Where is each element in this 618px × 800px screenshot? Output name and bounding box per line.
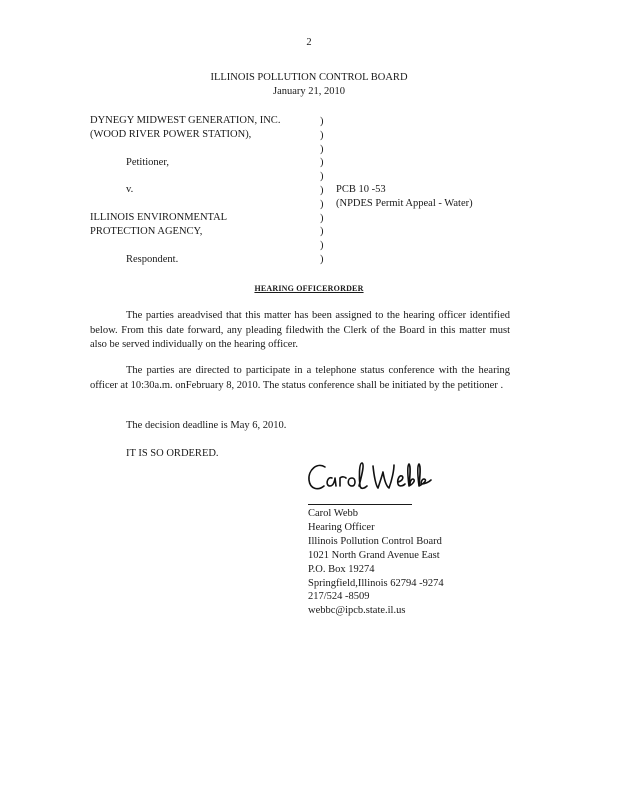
- handwritten-signature: [305, 458, 435, 502]
- order-title: HEARING OFFICERORDER: [254, 284, 364, 293]
- paren: ): [320, 226, 324, 238]
- signer-title: Hearing Officer: [308, 521, 375, 533]
- paren: ): [320, 129, 324, 141]
- petitioner-name-line1: DYNEGY MIDWEST GENERATION, INC.: [90, 115, 281, 126]
- signer-email: webbc@ipcb.state.il.us: [308, 605, 406, 617]
- paren: ): [320, 198, 324, 210]
- case-type: (NPDES Permit Appeal - Water): [336, 198, 473, 209]
- caption-parentheses: [320, 115, 324, 267]
- case-number: PCB 10 -53: [336, 184, 386, 195]
- respondent-name-line1: ILLINOIS ENVIRONMENTAL: [90, 212, 228, 223]
- paren: ): [320, 171, 324, 183]
- paren: ): [320, 184, 324, 196]
- paragraph-so-ordered: IT IS SO ORDERED.: [126, 448, 219, 459]
- paren: ): [320, 157, 324, 169]
- versus-label: v.: [126, 184, 134, 195]
- paren: ): [320, 116, 324, 127]
- signer-city-state-zip: Springfield,Illinois 62794 -9274: [308, 577, 444, 589]
- signer-agency: Illinois Pollution Control Board: [308, 535, 442, 547]
- respondent-name-line2: PROTECTION AGENCY,: [90, 226, 203, 237]
- respondent-label: Respondent.: [126, 254, 179, 265]
- signature-block: [308, 507, 444, 618]
- signature-line: [308, 504, 412, 505]
- signer-name: Carol Webb: [308, 508, 358, 519]
- board-heading: ILLINOIS POLLUTION CONTROL BOARD: [210, 72, 408, 83]
- petitioner-name-line2: (WOOD RIVER POWER STATION),: [90, 129, 252, 140]
- paragraph-decision-deadline: The decision deadline is May 6, 2010.: [126, 420, 287, 431]
- paragraph-status-conference: The parties are directed to participate in a telephone status conference with the hearing officer at 10:30a.m. onFebruary 8, 2010. The status conference shall be initiated by the petitioner .: [90, 365, 510, 391]
- paren: ): [320, 253, 324, 265]
- paren: ): [320, 143, 324, 155]
- petitioner-label: Petitioner,: [126, 157, 170, 168]
- signer-street-address: 1021 North Grand Avenue East: [308, 549, 440, 561]
- paragraph-assignment: The parties areadvised that this matter has been assigned to the hearing officer identified below. From this date forward, any pleading filedwith the Clerk of the Board in this matter must also be served individually on the hearing officer.: [90, 310, 510, 350]
- paren: ): [320, 240, 324, 252]
- page-number: 2: [306, 37, 312, 48]
- order-date: January 21, 2010: [272, 86, 346, 97]
- signer-phone: 217/524 -8509: [308, 591, 370, 603]
- signer-po-box: P.O. Box 19274: [308, 563, 375, 575]
- paren: ): [320, 212, 324, 224]
